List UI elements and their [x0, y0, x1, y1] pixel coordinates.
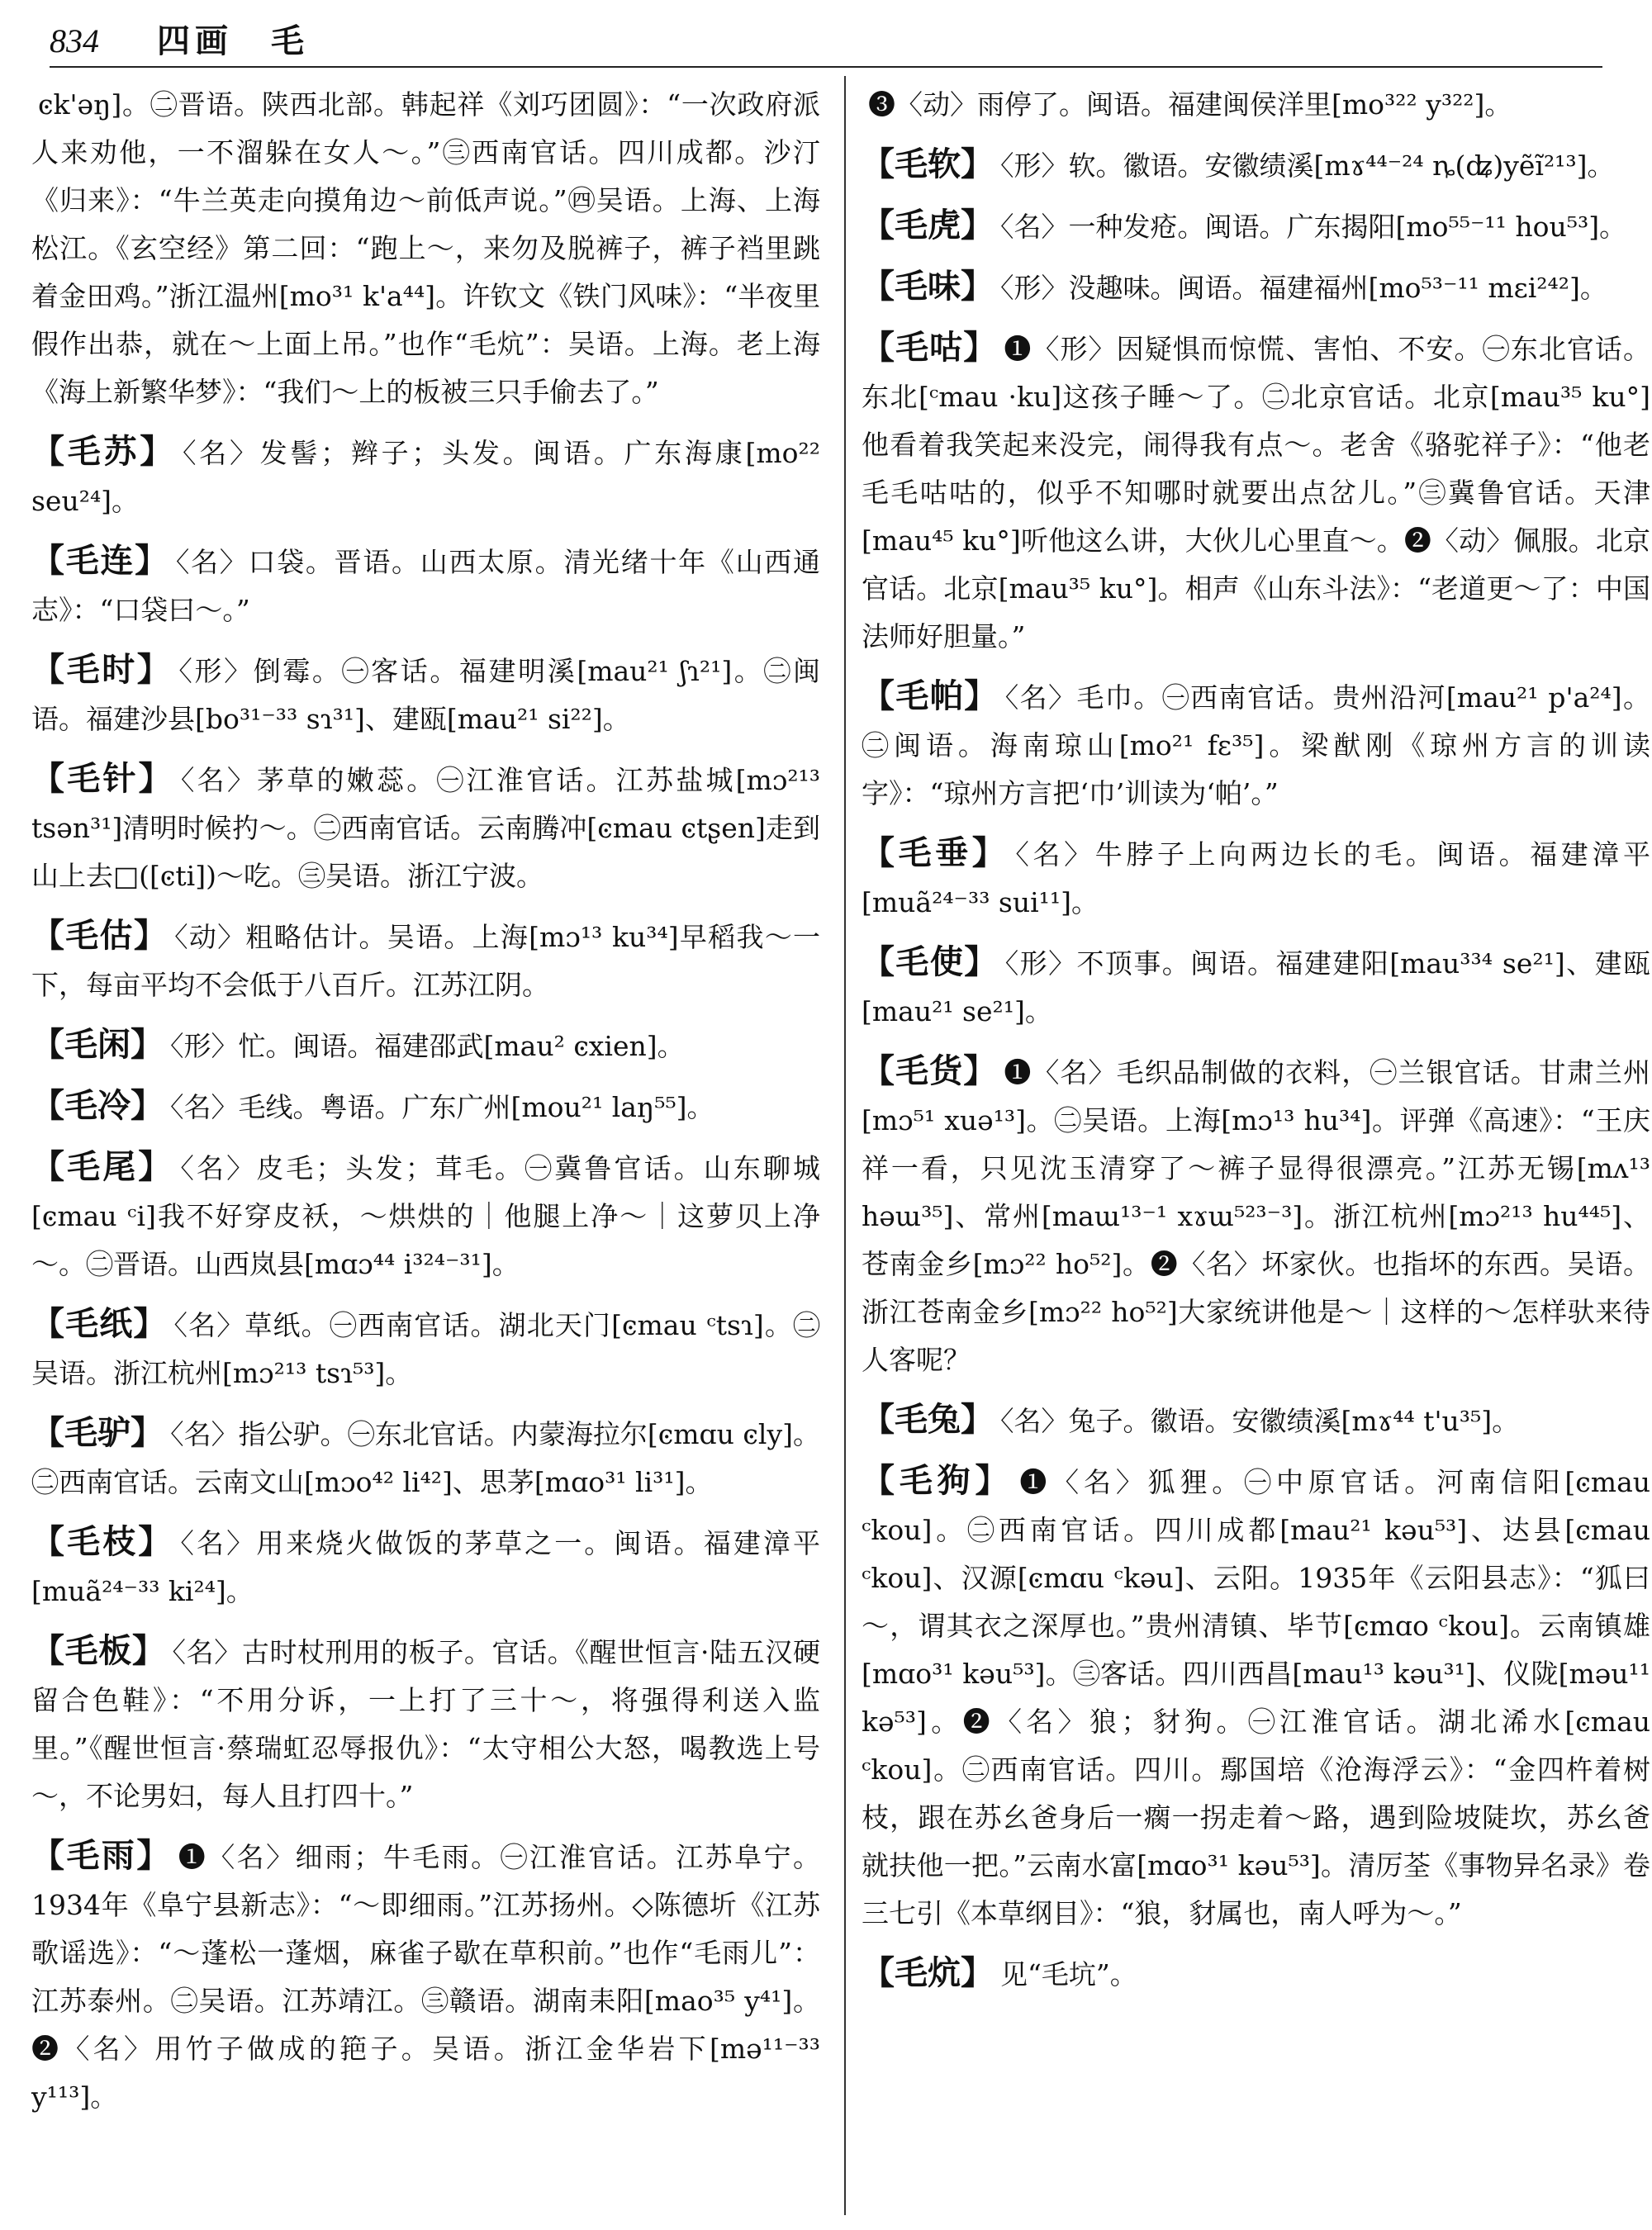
dictionary-entry	[862, 829, 1650, 927]
dictionary-entry	[862, 202, 1650, 251]
entry-definition: ❸〈动〉雨停了。闽语。福建闽侯洋里[mo³²² y³²²]。	[868, 88, 1512, 121]
entry-definition: 〈名〉古时杖刑用的板子。官话。《醒世恒言·陆五汉硬留合色鞋》：“不用分诉，一上打了三十～，将强得利送入监里。”《醒世恒言·蔡瑞虹忍辱报仇》：“太守相公大怒，喝教选上号～，不论男妇，每人且打四十。”	[31, 1636, 820, 1812]
dictionary-entry	[31, 755, 820, 900]
right-column	[862, 79, 1650, 2010]
dictionary-entry	[31, 646, 820, 743]
entry-headword: 【毛纸】	[31, 1304, 168, 1343]
entry-definition: 见“毛坑”。	[1000, 1958, 1137, 1990]
header-rule	[50, 66, 1602, 68]
dictionary-entry	[31, 428, 820, 525]
entry-headword: 【毛帕】	[862, 676, 999, 715]
entry-definition: 〈名〉草纸。㊀西南官话。湖北天门[ͼmau ᶜtsɿ]。㊁吴语。浙江杭州[mɔ²¹³ tsɿ⁵³]。	[31, 1309, 821, 1389]
entry-definition: ❶〈名〉毛织品制做的衣料，㊀兰银官话。甘肃兰州[mɔ⁵¹ xuə¹³]。㊁吴语。上海[mɔ¹³ hu³⁴]。评弹《高速》：“王庆祥一看，只见沈玉清穿了～裤子显得很漂亮。”江苏无锡[mʌ¹³ həɯ³⁵]、常州[maɯ¹³⁻¹ xɤɯ⁵²³⁻³]。浙江杭州[mɔ²¹³ hu⁴⁴⁵]、苍南金乡[mɔ²² ho⁵²]。❷〈名〉坏家伙。也指坏的东西。吴语。浙江苍南金乡[mɔ²² ho⁵²]大家统讲他是～｜这样的～怎样驮来待人客呢？	[862, 1056, 1651, 1376]
entry-definition: 〈名〉毛巾。㊀西南官话。贵州沿河[mau²¹ p'a²⁴]。㊁闽语。海南琼山[mo²¹ fɛ³⁵]。梁猷刚《琼州方言的训读字》：“琼州方言把‘巾’训读为‘帕’。”	[862, 681, 1651, 809]
entry-headword: 【毛闲】	[31, 1025, 164, 1064]
entry-definition: 〈名〉一种发疮。闽语。广东揭阳[mo⁵⁵⁻¹¹ hou⁵³]。	[1000, 211, 1627, 243]
entry-headword: 【毛咕】	[862, 328, 998, 367]
entry-definition: 〈名〉指公驴。㊀东北官话。内蒙海拉尔[ͼmɑu ͼly]。㊁西南官话。云南文山[mɔo⁴² li⁴²]、思茅[mɑo³¹ li³¹]。	[31, 1418, 820, 1498]
dictionary-entry	[862, 938, 1650, 1036]
entry-definition: ❶〈名〉细雨；牛毛雨。㊀江淮官话。江苏阜宁。1934年《阜宁县新志》：“～即细雨。”江苏扬州。◇陈德圻《江苏歌谣选》：“～蓬松一蓬烟，麻雀子歇在草积前。”也作“毛雨儿”：江苏泰州。㊁吴语。江苏靖江。㊂赣语。湖南耒阳[mao³⁵ y⁴¹]。❷〈名〉用竹子做成的筢子。吴语。浙江金华岩下[mə¹¹⁻³³ y¹¹³]。	[31, 1841, 821, 2113]
entry-definition: 〈动〉粗略估计。吴语。上海[mɔ¹³ ku³⁴]早稻我～一下，每亩平均不会低于八百斤。江苏江阴。	[31, 921, 821, 1001]
dictionary-entry	[31, 1832, 820, 2121]
dictionary-entry	[31, 1300, 820, 1397]
dictionary-entry	[31, 537, 820, 634]
entry-headword: 【毛估】	[31, 916, 169, 955]
entry-definition: 〈名〉毛线。粤语。广东广州[mou²¹ laŋ⁵⁵]。	[170, 1091, 714, 1123]
entry-headword: 【毛垂】	[862, 833, 1009, 872]
entry-definition: 〈名〉牛脖子上向两边长的毛。闽语。福建漳平[muã²⁴⁻³³ sui¹¹]。	[862, 838, 1651, 918]
dictionary-entry	[31, 1143, 820, 1288]
entry-headword: 【毛枝】	[31, 1522, 174, 1561]
entry-headword: 【毛驴】	[31, 1413, 164, 1452]
entry-headword: 【毛板】	[31, 1631, 166, 1670]
dictionary-entry	[862, 672, 1650, 818]
dictionary-entry	[31, 1082, 820, 1132]
entry-headword: 【毛虎】	[862, 206, 994, 244]
dictionary-entry	[862, 263, 1650, 312]
page-number: 834	[50, 22, 99, 59]
dictionary-entry	[31, 1627, 820, 1820]
entry-headword: 【毛兔】	[862, 1400, 994, 1439]
entry-headword: 【毛针】	[31, 759, 174, 798]
entry-headword: 【毛冷】	[31, 1086, 164, 1125]
column-divider	[844, 76, 846, 2215]
entry-headword: 【毛货】	[862, 1051, 998, 1090]
dictionary-entry	[862, 1949, 1650, 1999]
entry-definition: 〈形〉忙。闽语。福建邵武[mau² ͼxien]。	[170, 1030, 685, 1062]
entry-definition: 〈名〉兔子。徽语。安徽绩溪[mɤ⁴⁴ t'u³⁵]。	[1000, 1405, 1520, 1437]
entry-headword: 【毛炕】	[862, 1953, 994, 1992]
entry-headword: 【毛苏】	[31, 432, 176, 471]
dictionary-entry	[31, 79, 820, 416]
entry-definition: 〈形〉倒霉。㊀客话。福建明溪[mau²¹ ʃɿ²¹]。㊁闽语。福建沙县[bo³¹⁻³³ sɿ³¹]、建瓯[mau²¹ si²²]。	[31, 655, 820, 735]
entry-headword: 【毛软】	[862, 145, 994, 183]
section-title: 四画 毛	[157, 21, 309, 60]
dictionary-entry	[862, 1047, 1650, 1384]
entry-definition: 〈名〉口袋。晋语。山西太原。清光绪十年《山西通志》：“口袋曰～。”	[31, 546, 821, 626]
dictionary-entry	[862, 79, 1650, 129]
entry-headword: 【毛连】	[31, 541, 169, 580]
entry-definition: 〈名〉发髻；辫子；头发。闽语。广东海康[mo²² seu²⁴]。	[31, 437, 821, 517]
entry-headword: 【毛尾】	[31, 1147, 174, 1186]
entry-definition: 〈形〉软。徽语。安徽绩溪[mɤ⁴⁴⁻²⁴ ȵ(ʥ)yẽĩ²¹³]。	[1000, 149, 1615, 182]
page-header	[50, 15, 1602, 64]
entry-definition: ͼk'əŋ]。㊁晋语。陕西北部。韩起祥《刘巧团圆》：“一次政府派人来劝他，一不溜躲在女人～。”㊂西南官话。四川成都。沙汀《归来》：“牛兰英走向摸角边～前低声说。”㊃吴语。上海、上海松江。《玄空经》第二回：“跑上～，来勿及脱裤子，裤子裆里跳着金田鸡。”浙江温州[mo³¹ k'a⁴⁴]。许钦文《铁门风味》：“半夜里假作出恭，就在～上面上吊。”也作“毛炕”：吴语。上海。老上海《海上新繁华梦》：“我们～上的板被三只手偷去了。”	[31, 88, 820, 408]
entry-headword: 【毛时】	[31, 650, 173, 689]
dictionary-entry	[31, 1021, 820, 1070]
dictionary-entry	[31, 1518, 820, 1616]
entry-definition: 〈名〉茅草的嫩蕊。㊀江淮官话。江苏盐城[mɔ²¹³ tsən³¹]清明时候扚～。㊁西南官话。云南腾冲[ͼmau ͼtʂen]走到山上去□([ͼti])～吃。㊂吴语。浙江宁波。	[31, 764, 821, 892]
entry-definition: ❶〈形〉因疑惧而惊慌、害怕、不安。㊀东北官话。东北[ᶜmau ·ku]这孩子睡～了。㊁北京官话。北京[mau³⁵ ku°]他看着我笑起来没完，闹得我有点～。老舍《骆驼祥子》：“他老毛毛咕咕的，似乎不知哪时就要出点岔儿。”㊂冀鲁官话。天津[mau⁴⁵ ku°]听他这么讲，大伙儿心里直～。❷〈动〉佩服。北京官话。北京[mau³⁵ ku°]。相声《山东斗法》：“老道更～了：中国法师好胆量。”	[862, 333, 1651, 652]
entry-definition: 〈名〉用来烧火做饭的茅草之一。闽语。福建漳平[muã²⁴⁻³³ ki²⁴]。	[31, 1527, 821, 1607]
dictionary-entry	[862, 1396, 1650, 1445]
entry-definition: 〈名〉皮毛；头发；茸毛。㊀冀鲁官话。山东聊城[ͼmau ᶜi]我不好穿皮袄，～烘烘的｜他腿上净～｜这萝贝上净～。㊁晋语。山西岚县[mɑɔ⁴⁴ i³²⁴⁻³¹]。	[31, 1152, 821, 1280]
entry-headword: 【毛使】	[862, 942, 999, 981]
dictionary-entry	[862, 140, 1650, 190]
dictionary-entry	[31, 1409, 820, 1506]
dictionary-entry	[31, 912, 820, 1009]
entry-headword: 【毛雨】	[31, 1836, 172, 1875]
dictionary-entry	[862, 324, 1650, 661]
dictionary-entry	[862, 1457, 1650, 1938]
entry-headword: 【毛狗】	[862, 1461, 1014, 1500]
left-column	[31, 79, 820, 2133]
entry-definition: 〈形〉不顶事。闽语。福建建阳[mau³³⁴ se²¹]、建瓯[mau²¹ se²¹]。	[862, 947, 1650, 1027]
entry-definition: 〈形〉没趣味。闽语。福建福州[mo⁵³⁻¹¹ mɛi²⁴²]。	[1000, 272, 1607, 304]
entry-definition: ❶〈名〉狐狸。㊀中原官话。河南信阳[ͼmau ᶜkou]。㊁西南官话。四川成都[mau²¹ kəu⁵³]、达县[ͼmau ᶜkou]、汉源[ͼmɑu ᶜkəu]、云阳。1935年《云阳县志》：“狐曰～，谓其衣之深厚也。”贵州清镇、毕节[ͼmɑo ᶜkou]。云南镇雄[mɑo³¹ kəu⁵³]。㊂客话。四川西昌[mau¹³ kəu³¹]、仪陇[məu¹¹ kə⁵³]。❷〈名〉狼；豺狗。㊀江淮官话。湖北浠水[ͼmau ᶜkou]。㊁西南官话。四川。鄢国培《沧海浮云》：“金四杵着树枝，跟在苏幺爸身后一瘸一拐走着～路，遇到险坡陡坎，苏幺爸就扶他一把。”云南水富[mɑo³¹ kəu⁵³]。清厉荃《事物异名录》卷三七引《本草纲目》：“狼，豺属也，南人呼为～。”	[862, 1466, 1651, 1929]
entry-headword: 【毛味】	[862, 267, 994, 306]
